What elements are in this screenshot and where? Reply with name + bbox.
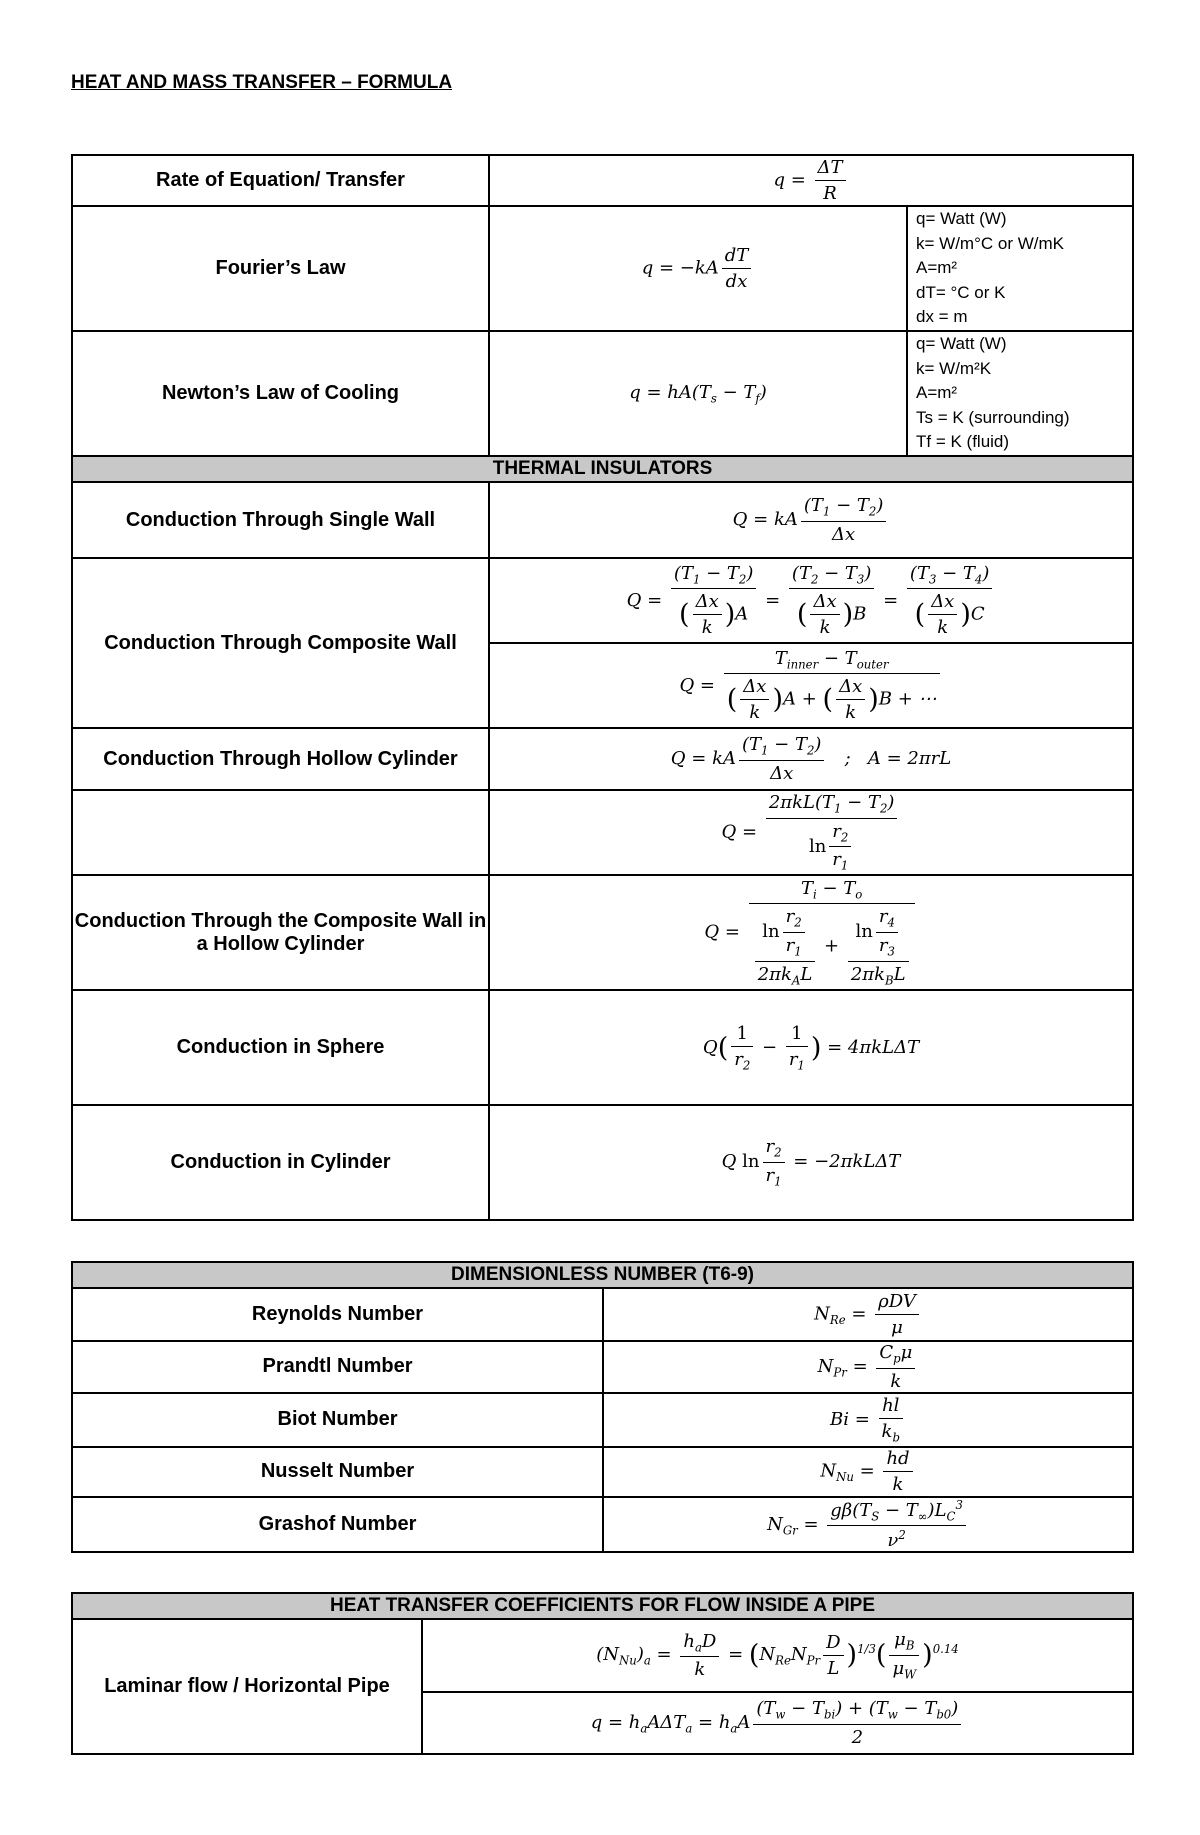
table-row [72,1619,1133,1692]
row-label: Fourier’s Law [72,206,489,331]
dimensionless-table [71,1261,1134,1553]
unit-line: q= Watt (W) [916,334,1007,353]
single-wall-formula: Q = kA $\frac{(T_1 - T_2)}{\Delta x}$ [489,482,1133,558]
row-label: Prandtl Number [72,1341,603,1393]
table-row [72,875,1133,990]
table-row [72,990,1133,1105]
row-label: Laminar flow / Horizontal Pipe [72,1619,422,1754]
table-row [72,790,1133,875]
row-label: Grashof Number [72,1497,603,1553]
laminar-nusselt-formula: $(N_{Nu})_a$ = $\frac{h_aD}{k}$ = ($N_{Re}N_{Pr}$ $\frac{D}{L}$ )$^{1/3}$( $\frac{\mu_B}{\mu_W}$ )$^{0.14}$ [422,1619,1133,1692]
unit-line: Ts = K (surrounding) [916,407,1070,427]
table-row [72,482,1133,558]
row-label: Biot Number [72,1393,603,1447]
nusselt-formula: $N_{Nu}$ = $\frac{hd}{k}$ [603,1447,1133,1497]
composite-wall-formula-2: Q = $T_{inner} - T_{outer}$ ( $\frac{\Delta x}{k}$ )A + ( $\frac{\Delta x}{k}$ )B + ⋯ [489,643,1133,728]
composite-wall-formula-1: Q = $(T_1 - T_2)$ ( $\frac{\Delta x}{k}$ )A = $(T_2 - T_3)$ ( $\frac{\Delta x}{k}$ )B = $(T_3 - T_4)$ ( $\frac{\Delta x}{k}$ )C [489,558,1133,643]
row-label: Conduction Through Single Wall [72,482,489,558]
unit-line: Tf = K (fluid) [916,432,1010,451]
table-row [72,331,1133,456]
unit-line: A=m² [916,258,958,277]
section-header-row [72,1593,1133,1619]
unit-line: k= W/m°C or W/mK [916,233,1064,253]
table-row [72,155,1133,206]
sphere-formula: Q( $\frac{1}{r_2}$ − $\frac{1}{r_1}$ ) = 4πkLΔT [489,990,1133,1105]
grashof-formula: $N_{Gr}$ = $\frac{g\beta(T_S - T_\infty)L_C^3}{\nu^2}$ [603,1497,1133,1553]
hollow-cylinder-formula: Q = kA $\frac{(T_1 - T_2)}{\Delta x}$ ; A = 2πrL [489,728,1133,790]
row-label: Rate of Equation/ Transfer [72,155,489,206]
units-note [907,331,1133,456]
prandtl-formula: $N_{Pr}$ = $\frac{C_p\mu}{k}$ [603,1341,1133,1393]
table-row [72,206,1133,331]
hollow-cylinder-log-formula: Q = $2\pi kL(T_1 - T_2)$ ln $\frac{r_2}{r_1}$ [489,790,1133,875]
unit-line: q= Watt (W) [916,209,1007,228]
rate-equation-formula: q = $\frac{\Delta T}{R}$ [489,155,1133,206]
units-note [907,206,1133,331]
table-row [72,1288,1133,1341]
table-row [72,728,1133,790]
row-label: Newton’s Law of Cooling [72,331,489,456]
unit-line: k= W/m²K [916,358,992,378]
row-label: Conduction Through Composite Wall [72,558,489,728]
section-header: HEAT TRANSFER COEFFICIENTS FOR FLOW INSIDE A PIPE [72,1593,1133,1619]
section-header: THERMAL INSULATORS [72,456,1133,482]
cylinder-formula: Q ln $\frac{r_2}{r_1}$ = −2πkLΔT [489,1105,1133,1220]
row-label: Conduction in Sphere [72,990,489,1105]
row-label: Conduction Through Hollow Cylinder [72,728,489,790]
table-row [72,558,1133,643]
row-label [72,790,489,875]
table-row [72,1105,1133,1220]
page-title: HEAT AND MASS TRANSFER – FORMULA [71,72,453,93]
newton-cooling-formula: $q = hA(T_s - T_f)$ [489,331,907,456]
table-row [72,1341,1133,1393]
fourier-law-formula: q = −kA $\frac{dT}{dx}$ [489,206,907,331]
composite-hollow-cylinder-formula: Q = $T_i - T_o$ ln $\frac{r_2}{r_1}$ $2\pi k_AL$ + ln $\frac{r_4}{r_3}$ $2\pi k_BL$ [489,875,1133,990]
row-label: Conduction in Cylinder [72,1105,489,1220]
table-row [72,1447,1133,1497]
unit-line: A=m² [916,383,958,402]
row-label: Nusselt Number [72,1447,603,1497]
unit-line: dT= °C or K [916,282,1006,302]
unit-line: dx = m [916,307,968,326]
row-label: Conduction Through the Composite Wall in a Hollow Cylinder [72,875,489,990]
row-label: Reynolds Number [72,1288,603,1341]
biot-formula: Bi = $\frac{hl}{k_b}$ [603,1393,1133,1447]
table-row [72,1393,1133,1447]
laminar-heat-rate-formula: $q = h_aA\Delta T_a = h_aA$ $\frac{(T_w - T_{bi}) + (T_w - T_{b0})}{2}$ [422,1692,1133,1754]
section-header-row [72,456,1133,482]
table-row [72,1497,1133,1553]
formula-table [71,154,1134,1221]
section-header: DIMENSIONLESS NUMBER (T6-9) [72,1262,1133,1288]
section-header-row [72,1262,1133,1288]
reynolds-formula: $N_{Re}$ = $\frac{\text{ρDV}}{\mu}$ [603,1288,1133,1341]
pipe-flow-table [71,1592,1134,1755]
